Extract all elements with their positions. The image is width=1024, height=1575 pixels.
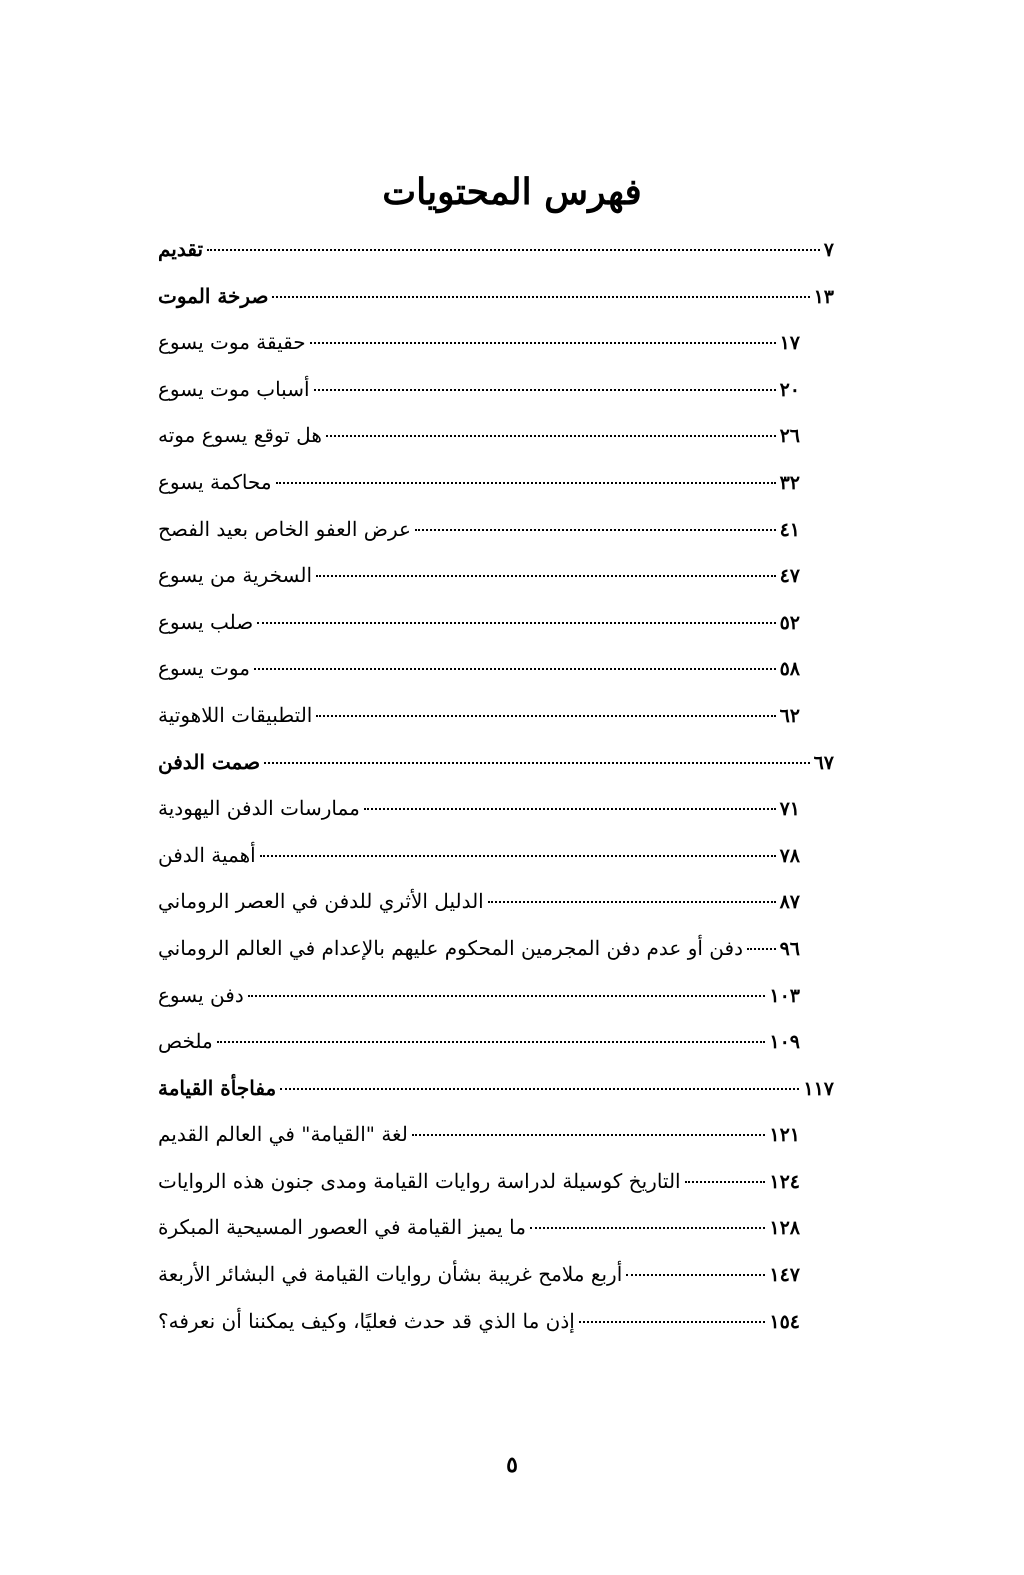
dot-leader (257, 622, 775, 624)
toc-entry-title: أسباب موت يسوع (158, 376, 310, 401)
toc-entry-page-number: ٤٧ (779, 565, 800, 588)
toc-entry-title: صلب يسوع (158, 609, 254, 634)
toc-entry-page-number: ٧١ (779, 798, 800, 821)
toc-entry-title: محاكمة يسوع (158, 469, 272, 494)
toc-entry-page-number: ١٤٧ (769, 1264, 800, 1287)
toc-entry-title: هل توقع يسوع موته (158, 423, 322, 448)
toc-section-entry (158, 319, 834, 366)
dot-leader (316, 575, 776, 577)
table-of-contents (158, 226, 834, 1344)
toc-entry-title: صرخة الموت (158, 283, 269, 308)
toc-entry-title: تقديم (158, 237, 204, 261)
dot-leader (248, 995, 766, 997)
toc-entry-title: دفن يسوع (158, 982, 244, 1007)
dot-leader (412, 1134, 766, 1136)
dot-leader (364, 808, 776, 810)
toc-chapter-entry (158, 273, 834, 320)
toc-entry-title: ممارسات الدفن اليهودية (158, 796, 360, 821)
toc-section-entry (158, 1018, 834, 1065)
toc-chapter-entry (158, 226, 834, 273)
toc-entry-page-number: ١٢٤ (769, 1170, 800, 1193)
toc-entry-page-number: ١٢١ (769, 1124, 800, 1147)
toc-section-entry (158, 412, 834, 459)
toc-entry-page-number: ١٢٨ (769, 1217, 800, 1240)
toc-entry-page-number: ٧ (823, 239, 834, 261)
toc-entry-title: ملخص (158, 1029, 213, 1054)
dot-leader (747, 948, 776, 950)
page-number: ٥ (506, 1452, 518, 1478)
toc-entry-page-number: ٧٨ (779, 844, 800, 867)
toc-entry-page-number: ٣٢ (779, 471, 800, 494)
toc-section-entry (158, 785, 834, 832)
toc-section-entry (158, 692, 834, 739)
toc-section-entry (158, 599, 834, 646)
dot-leader (685, 1181, 766, 1183)
toc-entry-page-number: ٩٦ (779, 937, 800, 960)
toc-entry-title: حقيقة موت يسوع (158, 330, 306, 355)
toc-entry-title: مفاجأة القيامة (158, 1075, 277, 1100)
toc-entry-page-number: ٦٧ (813, 751, 834, 774)
page-title: فهرس المحتويات (382, 171, 642, 213)
toc-entry-title: صمت الدفن (158, 749, 261, 774)
dot-leader (280, 1088, 799, 1090)
dot-leader (316, 715, 775, 717)
toc-entry-page-number: ٨٧ (779, 891, 800, 914)
dot-leader (530, 1227, 765, 1229)
toc-chapter-entry (158, 1065, 834, 1112)
toc-section-entry (158, 1204, 834, 1251)
dot-leader (314, 389, 776, 391)
toc-entry-title: إذن ما الذي قد حدث فعليًا، وكيف يمكننا أن نعرفه؟ (158, 1308, 575, 1333)
toc-entry-page-number: ٤١ (779, 518, 800, 541)
toc-entry-title: دفن أو عدم دفن المجرمين المحكوم عليهم بالإعدام في العالم الروماني (158, 935, 743, 960)
toc-section-entry (158, 645, 834, 692)
toc-entry-title: السخرية من يسوع (158, 563, 313, 588)
toc-section-entry (158, 366, 834, 413)
toc-section-entry (158, 459, 834, 506)
toc-section-entry (158, 832, 834, 879)
toc-entry-title: أربع ملامح غريبة بشأن روايات القيامة في البشائر الأربعة (158, 1262, 623, 1287)
toc-entry-title: أهمية الدفن (158, 842, 256, 867)
dot-leader (310, 342, 776, 344)
dot-leader (260, 855, 776, 857)
dot-leader (272, 296, 809, 298)
toc-section-entry (158, 925, 834, 972)
dot-leader (254, 668, 776, 670)
toc-section-entry (158, 878, 834, 925)
toc-entry-page-number: ١٧ (779, 332, 800, 355)
toc-entry-page-number: ٢٦ (779, 425, 800, 448)
toc-section-entry (158, 552, 834, 599)
dot-leader (326, 435, 776, 437)
dot-leader (217, 1041, 766, 1043)
toc-entry-title: التطبيقات اللاهوتية (158, 702, 313, 727)
toc-entry-page-number: ١٥٤ (769, 1310, 800, 1333)
toc-section-entry (158, 1111, 834, 1158)
toc-entry-page-number: ١٠٣ (769, 984, 800, 1007)
dot-leader (207, 249, 820, 251)
toc-entry-title: موت يسوع (158, 656, 250, 681)
dot-leader (488, 901, 776, 903)
toc-entry-page-number: ١١٧ (803, 1077, 834, 1100)
toc-entry-page-number: ٥٨ (779, 658, 800, 681)
toc-section-entry (158, 506, 834, 553)
toc-entry-page-number: ١٣ (813, 285, 834, 308)
toc-entry-page-number: ١٠٩ (769, 1031, 800, 1054)
toc-entry-page-number: ٢٠ (779, 378, 800, 401)
toc-section-entry (158, 972, 834, 1019)
toc-section-entry (158, 1158, 834, 1205)
dot-leader (276, 482, 776, 484)
toc-section-entry (158, 1251, 834, 1298)
toc-entry-page-number: ٥٢ (779, 611, 800, 634)
toc-chapter-entry (158, 739, 834, 786)
dot-leader (579, 1321, 766, 1323)
toc-section-entry (158, 1298, 834, 1345)
dot-leader (626, 1274, 765, 1276)
dot-leader (415, 529, 776, 531)
toc-entry-title: عرض العفو الخاص بعيد الفصح (158, 516, 411, 541)
toc-entry-title: التاريخ كوسيلة لدراسة روايات القيامة ومدى جنون هذه الروايات (158, 1168, 681, 1193)
dot-leader (264, 762, 809, 764)
toc-entry-title: ما يميز القيامة في العصور المسيحية المبكرة (158, 1215, 526, 1240)
toc-entry-title: الدليل الأثري للدفن في العصر الروماني (158, 889, 484, 914)
toc-entry-title: لغة "القيامة" في العالم القديم (158, 1122, 408, 1147)
toc-entry-page-number: ٦٢ (779, 704, 800, 727)
